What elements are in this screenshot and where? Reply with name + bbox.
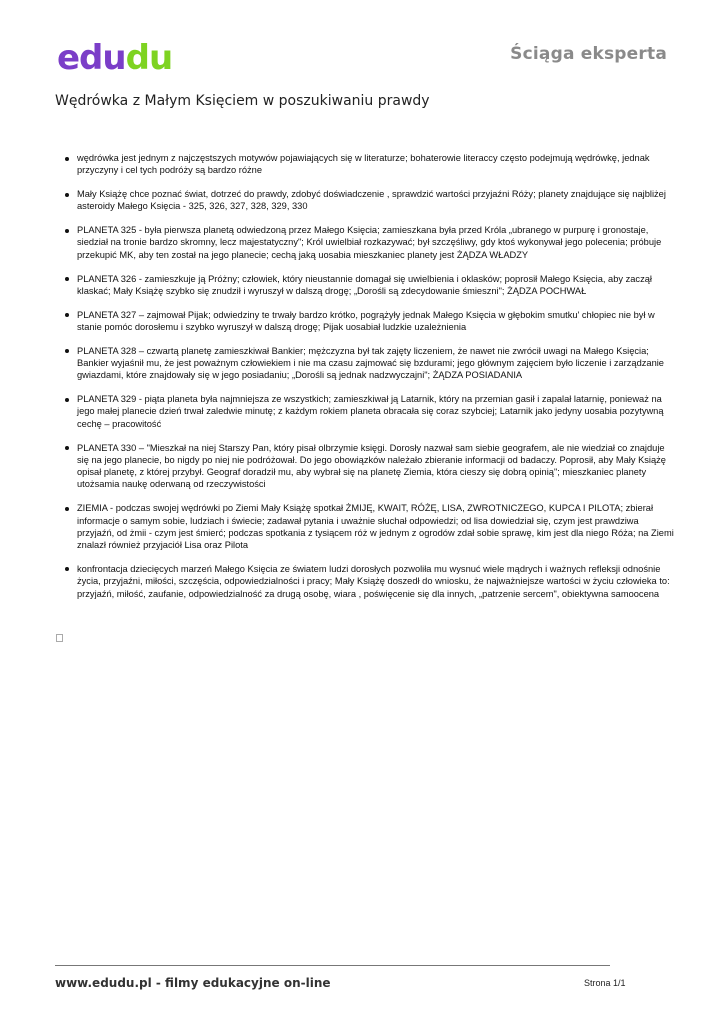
- list-item-text: PLANETA 329 - piąta planeta była najmniejsza ze wszystkich; zamieszkiwał ją Latarnik, który na przemian gasił i zapalał latarnię, ponieważ na jego małej planecie dzień trwał zaledwie minutę; z każdym rokiem planeta obracała się coraz szybciej; Latarnik jako jedyny uosabia pozytywną cechę – pracowitość: [77, 394, 664, 429]
- list-item: [55, 273, 675, 298]
- bullet-icon: [65, 398, 69, 402]
- bullet-icon: [65, 567, 69, 571]
- list-item: [55, 442, 675, 491]
- list-item-text: Mały Książę chce poznać świat, dotrzeć do prawdy, zdobyć doświadczenie , sprawdzić wartości przyjaźni Róży; planety znajdujące się najbliżej asteroidy Małego Księcia - 325, 326, 327, 328, 329, 330: [77, 189, 666, 212]
- document-content: [55, 152, 675, 611]
- list-item: [55, 393, 675, 430]
- bullet-icon: [65, 157, 69, 161]
- bullet-icon: [65, 313, 69, 317]
- list-item: [55, 152, 675, 177]
- list-item-text: PLANETA 327 – zajmował Pijak; odwiedziny te trwały bardzo krótko, pogrążyły jednak Małego Księcia w głębokim smutku' chłopiec nie był w stanie pomóc dorosłemu i szybko wyruszył w dalszą drogę; Pijak uosabiał ludzkie uzależnienia: [77, 309, 655, 332]
- page-number: Strona 1/1: [584, 978, 626, 988]
- list-item-text: wędrówka jest jednym z najczęstszych motywów pojawiających się w literaturze; bohaterowie literaccy często podejmują wędrówkę, jednak przyczyny i cel tych podróży są bardzo różne: [77, 153, 650, 176]
- list-item-text: ZIEMIA - podczas swojej wędrówki po Ziemi Mały Książę spotkał ŻMIJĘ, KWAIT, RÓŻĘ, LISA, ZWROTNICZEGO, KUPCA I PILOTA; zbierał informacje o samym sobie, ludziach i świecie; zadawał pytania i uważnie słuchał odpowiedzi; od lisa dowiedział się, czym jest prawdziwa przyjaźń, od żmii - czym jest śmierć; podczas spotkania z tysiącem róż w jednym z ogrodów zdał sobie sprawę, kim jest dla niego Róża; na Ziemi znalazł również przyjaciół Lisa oraz Pilota: [77, 503, 674, 551]
- edudu-logo: [55, 36, 190, 78]
- bullet-icon: [65, 277, 69, 281]
- footer-divider: [55, 965, 610, 966]
- bullet-icon: [65, 193, 69, 197]
- list-item-text: PLANETA 330 – "Mieszkał na niej Starszy Pan, który pisał olbrzymie księgi. Dorosły nazwał sam siebie geografem, ale nie wiedział co znajduje się na jego planecie, bo nigdy po niej nie podróżował. Do jego obowiązków należało zbieranie informacji od badaczy. Poprosił, aby Mały Książę opisał planetę, z której przybył. Geograf doradził mu, aby wybrał się na planetę Ziemia, która cieszy się dobrą opinią"; mieszkaniec planety utożsamia naukę oderwaną od rzeczywistości: [77, 442, 666, 490]
- bullet-list: [55, 152, 675, 600]
- page-title: Wędrówka z Małym Księciem w poszukiwaniu prawdy: [55, 93, 430, 109]
- list-item: [55, 309, 675, 334]
- list-item: [55, 345, 675, 382]
- list-item-text: PLANETA 325 - była pierwsza planetą odwiedzoną przez Małego Księcia; zamieszkana była przed Króla „ubranego w purpurę i gronostaje, siedział na tronie bardzo skromny, lecz majestatyczny"; Król uwielbiał rozkazywać; był szczęśliwy, gdy ktoś wykonywał jego polecenia; próbuje przekupić MK, aby ten został na jego planecie; cechą jaką uosabia mieszkaniec planety jest ŻĄDZA WŁADZY: [77, 225, 662, 260]
- footer-website: www.edudu.pl - filmy edukacyjne on-line: [55, 976, 331, 990]
- checkbox-icon: [56, 634, 63, 642]
- list-item: [55, 502, 675, 551]
- list-item-text: PLANETA 326 - zamieszkuje ją Próżny; człowiek, który nieustannie domagał się uwielbienia i oklasków; poprosił Małego Księcia, aby zaczął klaskać; Mały Książę szybko się znudził i wyruszył w dalszą drogę; „Dorośli są zdecydowanie śmieszni"; ŻĄDZA POCHWAŁ: [77, 273, 652, 296]
- list-item-text: konfrontacja dziecięcych marzeń Małego Księcia ze światem ludzi dorosłych pozwoliła mu wysnuć wiele mądrych i ważnych refleksji odnośnie życia, przyjaźni, miłości, szczęścia, odpowiedzialności i pracy; Mały Książę doszedł do wniosku, że najważniejsze wartości w życiu człowieka to: przyjaźń, miłość, zaufanie, odpowiedzialność za drugą osobę, wiara , poświęcenie się dla innych, „patrzenie sercem", obiektywna samoocena: [77, 563, 670, 599]
- svg-text:edudu: edudu: [57, 38, 173, 78]
- list-item-text: PLANETA 328 – czwartą planetę zamieszkiwał Bankier; mężczyzna był tak zajęty liczeniem, że nawet nie zwrócił uwagi na Małego Księcia; Bankier wyjaśnił mu, że jest poważnym człowiekiem i nie ma czasu zajmować się bzdurami; jego głównym zajęciem było liczenie i zarządzanie gwiazdami, które znajdowały się w jego posiadaniu; „Dorośli są jednak nadzwyczajni"; ŻĄDZA POSIADANIA: [77, 345, 664, 381]
- bullet-icon: [65, 229, 69, 233]
- bullet-icon: [65, 349, 69, 353]
- bullet-icon: [65, 446, 69, 450]
- bullet-icon: [65, 507, 69, 511]
- brand-tagline: Ściąga eksperta: [510, 44, 667, 64]
- list-item: [55, 188, 675, 213]
- list-item: [55, 563, 675, 600]
- list-item: [55, 224, 675, 261]
